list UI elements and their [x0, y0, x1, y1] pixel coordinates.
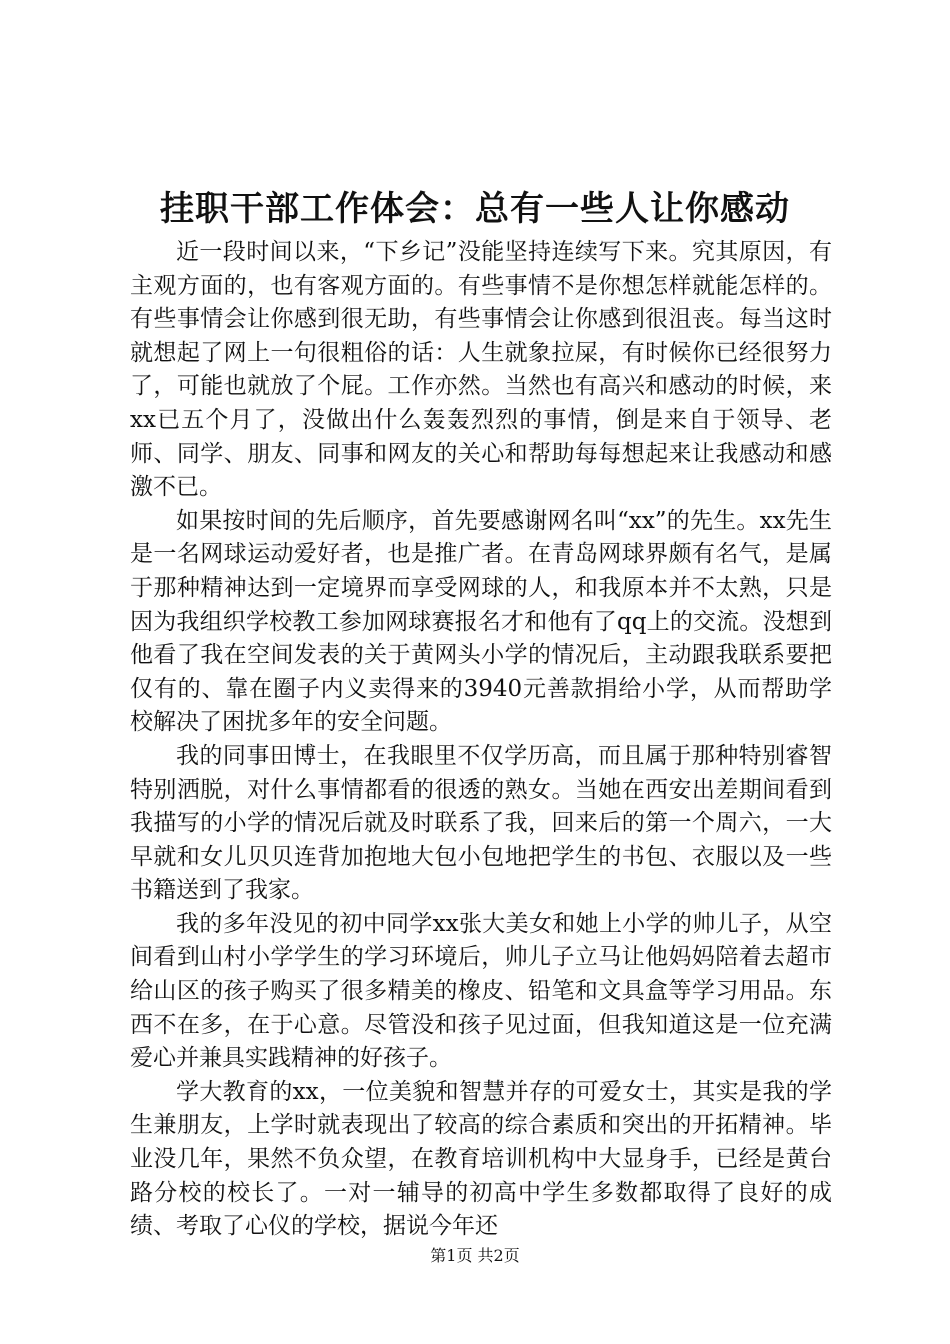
paragraph: 我的多年没见的初中同学xx张大美女和她上小学的帅儿子，从空间看到山村小学学生的学习环境后，帅儿子立马让他妈妈陪着去超市给山区的孩子购买了很多精美的橡皮、铅笔和文具盒等学习用品。东西不在多，在于心意。尽管没和孩子见过面，但我知道这是一位充满爱心并兼具实践精神的好孩子。 — [130, 910, 832, 1072]
page-number-current: 第1页 — [430, 1246, 473, 1265]
page-number-total: 共2页 — [477, 1246, 520, 1265]
document-title: 挂职干部工作体会：总有一些人让你感动 — [160, 189, 790, 229]
paragraph: 我的同事田博士，在我眼里不仅学历高，而且属于那种特别睿智特别洒脱，对什么事情都看的很透的熟女。当她在西安出差期间看到我描写的小学的情况后就及时联系了我，回来后的第一个周六，一大早就和女儿贝贝连背加抱地大包小包地把学生的书包、衣服以及一些书籍送到了我家。 — [130, 742, 832, 904]
page-footer — [0, 1244, 950, 1268]
paragraph: 学大教育的xx，一位美貌和智慧并存的可爱女士，其实是我的学生兼朋友，上学时就表现出了较高的综合素质和突出的开拓精神。毕业没几年，果然不负众望，在教育培训机构中大显身手，已经是黄台路分校的校长了。一对一辅导的初高中学生多数都取得了良好的成绩、考取了心仪的学校，据说今年还 — [130, 1078, 832, 1240]
paragraph: 如果按时间的先后顺序，首先要感谢网名叫“xx”的先生。xx先生是一名网球运动爱好者，也是推广者。在青岛网球界颇有名气，是属于那种精神达到一定境界而享受网球的人，和我原本并不太熟，只是因为我组织学校教工参加网球赛报名才和他有了qq上的交流。没想到他看了我在空间发表的关于黄网头小学的情况后，主动跟我联系要把仅有的、靠在圈子内义卖得来的3940元善款捐给小学，从而帮助学校解决了困扰多年的安全问题。 — [130, 507, 832, 736]
document-body — [130, 236, 832, 1244]
paragraph: 近一段时间以来，“下乡记”没能坚持连续写下来。究其原因，有主观方面的，也有客观方面的。有些事情不是你想怎样就能怎样的。有些事情会让你感到很无助，有些事情会让你感到很沮丧。每当这时就想起了网上一句很粗俗的话：人生就象拉屎，有时候你已经很努力了，可能也就放了个屁。工作亦然。当然也有高兴和感动的时候，来xx已五个月了，没做出什么轰轰烈烈的事情，倒是来自于领导、老师、同学、朋友、同事和网友的关心和帮助每每想起来让我感动和感激不已。 — [130, 239, 832, 501]
